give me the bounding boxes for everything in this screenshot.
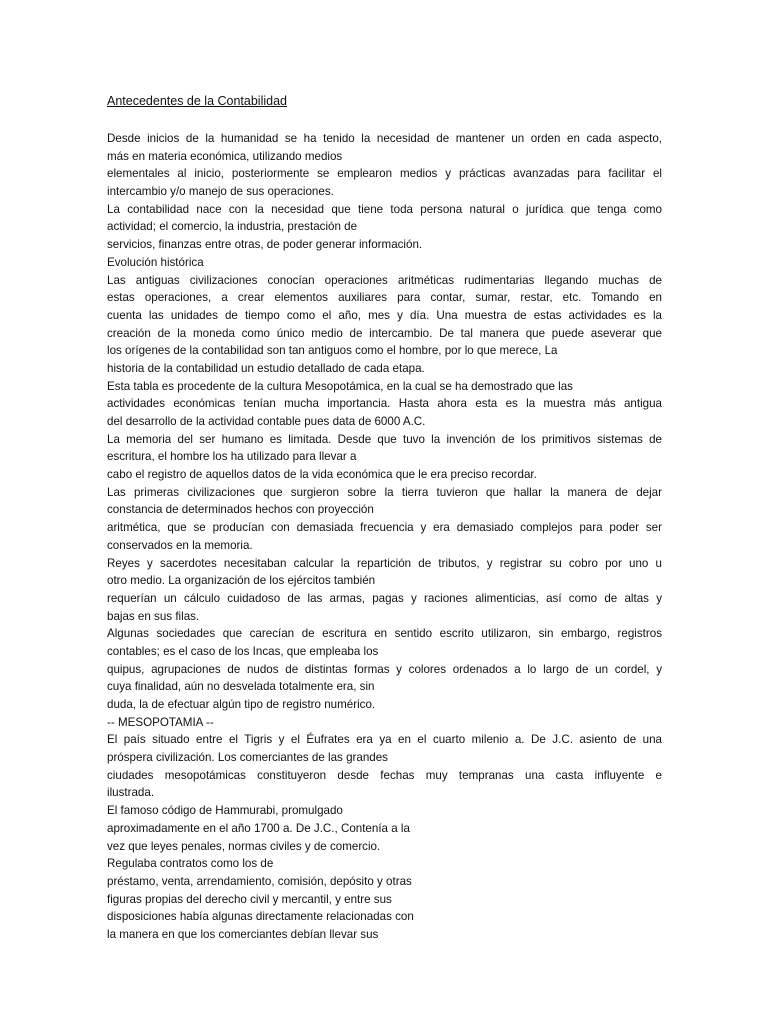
text-line: Las primeras civilizaciones que surgieron sobre la tierra tuvieron que hallar la manera de dejar — [107, 485, 662, 499]
text-line: Algunas sociedades que carecían de escritura en sentido escrito utilizaron, sin embargo, registros — [107, 627, 662, 641]
text-line: préstamo, venta, arrendamiento, comisión, depósito y otras — [107, 874, 412, 888]
text-line: La contabilidad nace con la necesidad que tiene toda persona natural o jurídica que tenga como — [107, 202, 662, 216]
text-line: quipus, agrupaciones de nudos de distintas formas y colores ordenados a lo largo de un cordel, y — [107, 662, 662, 676]
text-line: servicios, finanzas entre otras, de poder generar información. — [107, 238, 423, 252]
text-line: El país situado entre el Tigris y el Éufrates era ya en el cuarto milenio a. De J.C. asiento de una — [107, 733, 662, 747]
text-line: Desde inicios de la humanidad se ha tenido la necesidad de mantener un orden en cada aspecto, — [107, 132, 662, 145]
document-body — [107, 130, 662, 944]
text-line: los orígenes de la contabilidad son tan antiguos como el hombre, por lo que merece, La — [107, 344, 558, 358]
text-line: del desarrollo de la actividad contable pues data de 6000 A.C. — [107, 415, 426, 428]
text-line: contables; es el caso de los Incas, que empleaba los — [107, 644, 379, 658]
text-line: otro medio. La organización de los ejércitos también — [107, 574, 376, 588]
text-line: Esta tabla es procedente de la cultura Mesopotámica, en la cual se ha demostrado que las — [107, 379, 573, 393]
text-line: intercambio y/o manejo de sus operaciones. — [107, 185, 334, 199]
text-line: estas operaciones, a crear elementos auxiliares para contar, sumar, restar, etc. Tomando en — [107, 291, 662, 305]
text-line: aritmética, que se producían con demasiada frecuencia y era demasiado complejos para poder ser — [107, 521, 662, 535]
text-line: ilustrada. — [107, 786, 155, 800]
text-line: ciudades mesopotámicas constituyeron desde fechas muy tempranas una casta influyente e — [107, 768, 662, 782]
text-line: actividades económicas tenían mucha importancia. Hasta ahora esta es la muestra más antigua — [107, 397, 662, 411]
text-line: historia de la contabilidad un estudio detallado de cada etapa. — [107, 361, 425, 375]
text-line: la manera en que los comerciantes debían llevar sus — [107, 927, 379, 941]
text-line: Las antiguas civilizaciones conocían operaciones aritméticas rudimentarias llegando muchas de — [107, 273, 662, 287]
text-line: aproximadamente en el año 1700 a. De J.C., Contenía a la — [107, 821, 410, 835]
text-line: cuenta las unidades de tiempo como el año, mes y día. Una muestra de estas actividades es la — [107, 308, 662, 322]
text-line: -- MESOPOTAMIA -- — [107, 715, 214, 729]
text-line: cuya finalidad, aún no desvelada totalmente era, sin — [107, 680, 375, 694]
text-line: bajas en sus filas. — [107, 609, 200, 623]
text-line: disposiciones había algunas directamente relacionadas con — [107, 910, 414, 924]
text-line: próspera civilización. Los comerciantes de las grandes — [107, 751, 388, 765]
text-line: duda, la de efectuar algún tipo de registro numérico. — [107, 698, 376, 711]
text-line: vez que leyes penales, normas civiles y de comercio. — [107, 839, 381, 853]
text-line: Regulaba contratos como los de — [107, 857, 274, 871]
text-line: El famoso código de Hammurabi, promulgado — [107, 804, 343, 818]
text-line: requerían un cálculo cuidadoso de las armas, pagas y raciones alimenticias, así como de altas y — [107, 591, 662, 605]
text-line: elementales al inicio, posteriormente se emplearon medios y prácticas avanzadas para facilitar el — [107, 167, 662, 181]
text-line: actividad; el comercio, la industria, prestación de — [107, 220, 358, 234]
text-line: Reyes y sacerdotes necesitaban calcular la repartición de tributos, y registrar su cobro por uno u — [107, 556, 662, 570]
text-line: figuras propias del derecho civil y mercantil, y entre sus — [107, 892, 392, 906]
text-line: creación de la moneda como único medio de intercambio. De tal manera que puede aseverar que — [107, 326, 662, 340]
document-title: Antecedentes de la Contabilidad — [107, 94, 287, 108]
text-line: más en materia económica, utilizando medios — [107, 149, 343, 163]
text-line: cabo el registro de aquellos datos de la vida económica que le era preciso recordar. — [107, 468, 537, 482]
text-line: La memoria del ser humano es limitada. Desde que tuvo la invención de los primitivos sistemas de — [107, 432, 662, 446]
text-line: escritura, el hombre los ha utilizado para llevar a — [107, 450, 357, 464]
text-line: Evolución histórica — [107, 255, 204, 269]
text-line: conservados en la memoria. — [107, 538, 253, 552]
text-line: constancia de determinados hechos con proyección — [107, 503, 374, 517]
